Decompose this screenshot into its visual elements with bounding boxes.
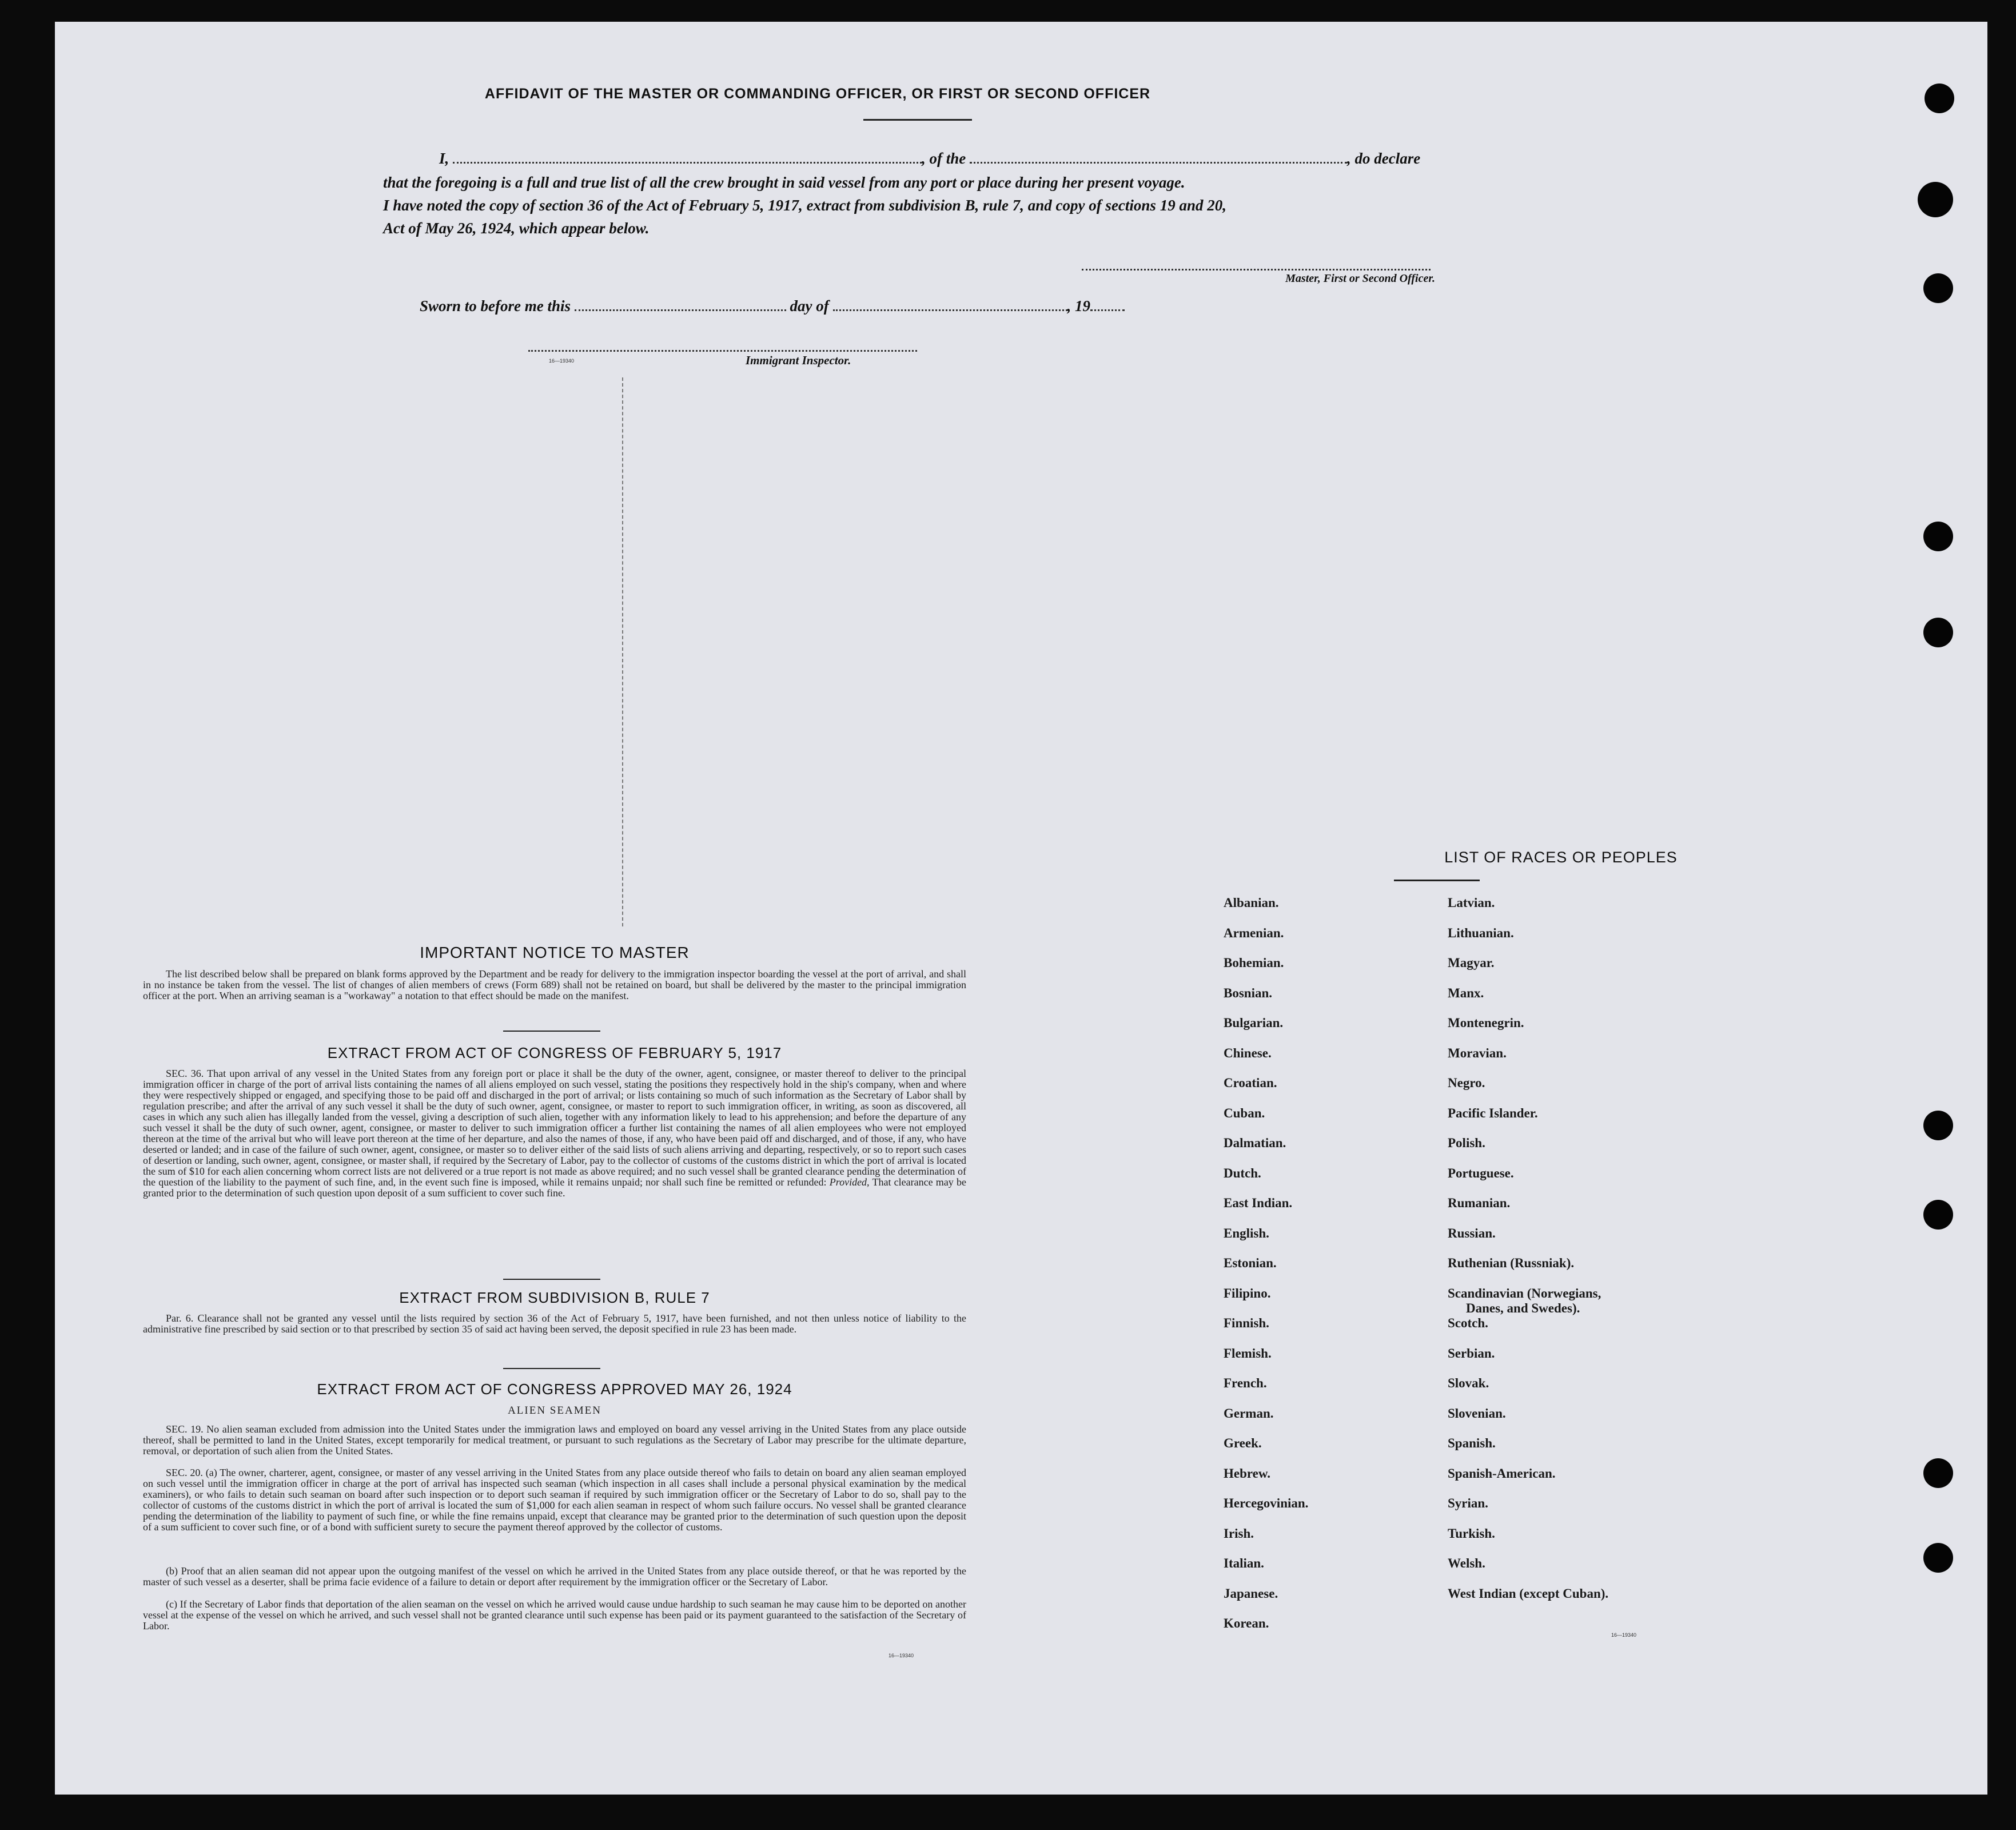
- punch-hole: [1923, 522, 1953, 551]
- race-item: [1448, 1046, 1745, 1076]
- race-item: [1448, 1376, 1745, 1406]
- race-label: Montenegrin.: [1448, 1016, 1524, 1030]
- inspector-signature-field[interactable]: [528, 347, 917, 352]
- race-label: Dalmatian.: [1224, 1136, 1286, 1150]
- races-title-underline: [1394, 880, 1480, 881]
- punch-hole: [1923, 273, 1953, 303]
- race-label: Latvian.: [1448, 896, 1495, 910]
- race-label: Welsh.: [1448, 1556, 1485, 1570]
- proviso-text: That clearance may be granted prior to the determination of such question upon deposit of a sum sufficient to cover such fine.: [143, 1176, 966, 1199]
- race-label: Ruthenian (Russniak).: [1448, 1256, 1575, 1270]
- race-item: [1448, 956, 1745, 986]
- race-item: [1224, 1496, 1429, 1526]
- race-label: West Indian (except Cuban).: [1448, 1586, 1609, 1601]
- race-label: Spanish-American.: [1448, 1466, 1556, 1481]
- proviso-italic: Provided,: [829, 1176, 870, 1188]
- race-label: Negro.: [1448, 1076, 1485, 1090]
- race-label: German.: [1224, 1406, 1274, 1421]
- race-label: Portuguese.: [1448, 1165, 1514, 1180]
- race-item: [1224, 1286, 1429, 1316]
- extract-1924-sec19: SEC. 19. No alien seaman excluded from admission into the United States under the immigration laws and employed on board any vessel arriving in the United States from any place outside thereof, shall be permitted to land in the United States, except temporarily for medical treatment, or pursuant to such regulations as the Secretary of Labor may prescribe for the ultimate departure, removal, or deportation of such alien from the United States.: [143, 1423, 966, 1457]
- year-label: , 19: [1067, 297, 1091, 315]
- title-underline: [863, 119, 972, 121]
- race-item: [1224, 1586, 1429, 1617]
- section-divider: [503, 1031, 600, 1032]
- sworn-year-field[interactable]: [1090, 306, 1125, 311]
- race-label: Cuban.: [1224, 1105, 1265, 1120]
- race-item: [1224, 1616, 1429, 1646]
- race-label: Moravian.: [1448, 1045, 1507, 1060]
- extract-1917-text: [143, 1068, 966, 1199]
- race-label: Armenian.: [1224, 925, 1284, 940]
- race-item: [1224, 1376, 1429, 1406]
- race-item: [1224, 1196, 1429, 1226]
- fold-line: [622, 377, 623, 926]
- race-item: [1224, 956, 1429, 986]
- race-item: [1224, 1526, 1429, 1557]
- section-divider: [503, 1279, 600, 1280]
- sworn-day-field[interactable]: [575, 306, 786, 311]
- race-label: Syrian.: [1448, 1496, 1488, 1510]
- race-label: Korean.: [1224, 1616, 1269, 1630]
- section-divider: [503, 1368, 600, 1369]
- race-item: [1224, 1436, 1429, 1466]
- extract-form-number: 16—19340: [889, 1653, 914, 1658]
- race-label: Bosnian.: [1224, 985, 1273, 1000]
- race-item: [1448, 1106, 1745, 1136]
- race-item: [1224, 1466, 1429, 1497]
- race-item: [1448, 1436, 1745, 1466]
- extract-1924-title: EXTRACT FROM ACT OF CONGRESS APPROVED MAY 26, 1924: [317, 1381, 792, 1398]
- affidavit-line-3: I have noted the copy of section 36 of the Act of February 5, 1917, extract from subdivision B, rule 7, and copy of sections 19 and 20,: [383, 197, 1226, 214]
- extract-1917-title: EXTRACT FROM ACT OF CONGRESS OF FEBRUARY 5, 1917: [327, 1044, 782, 1061]
- race-item: [1224, 896, 1429, 926]
- race-item: [1448, 1076, 1745, 1106]
- race-label: Japanese.: [1224, 1586, 1278, 1601]
- race-item: [1448, 1526, 1745, 1557]
- notice-text: The list described below shall be prepared on blank forms approved by the Department and be ready for delivery to the immigration inspector boarding the vessel at the port of arrival, and shall in no instance be taken from the vessel. The list of changes of alien members of crews (Form 689) shall not be retained on board, but shall be delivered by the master to the principal immigration officer at the port. When an arriving seaman is a "workaway" a notation to that effect should be made on the manifest.: [143, 968, 966, 1001]
- race-item: [1224, 1316, 1429, 1346]
- race-item: [1448, 1196, 1745, 1226]
- race-item: [1448, 1166, 1745, 1196]
- race-label: Italian.: [1224, 1556, 1264, 1570]
- races-title: LIST OF RACES OR PEOPLES: [1444, 849, 1678, 866]
- race-label: Chinese.: [1224, 1045, 1272, 1060]
- race-label: Finnish.: [1224, 1316, 1269, 1330]
- signature-field[interactable]: [1082, 265, 1431, 270]
- race-item: [1448, 1316, 1745, 1346]
- affidavit-line-4: Act of May 26, 1924, which appear below.: [383, 220, 650, 237]
- race-item: [1448, 1016, 1745, 1046]
- punch-hole: [1923, 1543, 1953, 1573]
- races-column-2: [1448, 896, 1745, 1616]
- race-item: [1224, 1406, 1429, 1437]
- race-item: [1224, 1346, 1429, 1377]
- affidavit-do-declare: , do declare: [1347, 150, 1421, 167]
- race-label: Manx.: [1448, 985, 1484, 1000]
- extract-1924-sec20a: SEC. 20. (a) The owner, charterer, agent, consignee, or master of any vessel arriving in the United States from any place outside thereof who fails to detain on board any alien seaman employed on such vessel until the immigration officer in charge at the port of arrival has inspected such seaman (which inspection in all cases shall include a personal physical examination by the medical examiners), or who fails to detain such seaman on board after such inspection or to deport such seaman if required by such immigration officer or the Secretary of Labor to do so, shall pay to the collector of customs of the customs district in which the port of arrival is located the sum of $1,000 for each alien seaman in respect of whom such failure occurs. No vessel shall be granted clearance pending the determination of the liability to payment of such fine, or while the fine remains unpaid, except that clearance may be granted prior to the determination of such question upon the deposit of a sum sufficient to cover such fine, or of a bond with sufficient surety to secure the payment thereof approved by the collector of customs.: [143, 1467, 966, 1533]
- punch-hole: [1923, 618, 1953, 647]
- race-item: [1448, 896, 1745, 926]
- race-item: [1224, 1226, 1429, 1256]
- extract-1924-sec20b: (b) Proof that an alien seaman did not appear upon the outgoing manifest of the vessel on which he arrived in the United States from any place outside thereof, or that he was reported by the master of such vessel as a deserter, shall be prima facie evidence of a failure to detain or deport after requirement by the immigration officer or the Secretary of Labor.: [143, 1565, 966, 1588]
- race-item: [1448, 1466, 1745, 1497]
- alien-seamen-subtitle: ALIEN SEAMEN: [508, 1405, 601, 1417]
- race-label: Polish.: [1448, 1136, 1485, 1150]
- punch-hole: [1923, 1200, 1953, 1230]
- affidavit-form-number: 16—19340: [549, 358, 575, 364]
- race-label: East Indian.: [1224, 1196, 1293, 1210]
- race-item: [1448, 1256, 1745, 1286]
- races-form-number: 16—19340: [1611, 1632, 1637, 1638]
- race-label: Scotch.: [1448, 1316, 1488, 1330]
- punch-hole: [1923, 1111, 1953, 1140]
- race-item: [1224, 1136, 1429, 1166]
- race-item: [1448, 1136, 1745, 1166]
- race-label: Magyar.: [1448, 956, 1495, 970]
- race-label: Slovenian.: [1448, 1406, 1506, 1421]
- race-label: Spanish.: [1448, 1436, 1496, 1450]
- race-label: Croatian.: [1224, 1076, 1277, 1090]
- race-label: Turkish.: [1448, 1526, 1495, 1541]
- affidavit-title: AFFIDAVIT OF THE MASTER OR COMMANDING OFFICER, OR FIRST OR SECOND OFFICER: [484, 86, 1151, 102]
- punch-hole: [1918, 182, 1953, 217]
- race-label: Hebrew.: [1224, 1466, 1270, 1481]
- punch-hole: [1925, 83, 1954, 113]
- affidavit-line-1: [439, 150, 1457, 168]
- notice-title: IMPORTANT NOTICE TO MASTER: [420, 944, 690, 961]
- race-item: [1448, 1346, 1745, 1377]
- extract-rule7-text: Par. 6. Clearance shall not be granted any vessel until the lists required by section 36 of the Act of February 5, 1917, have been furnished, and not then unless notice of liability to the administrative fine prescribed by said section or to that prescribed by section 35 of said act having been served, the deposit specified in rule 23 has been made.: [143, 1312, 966, 1335]
- race-label: Greek.: [1224, 1436, 1262, 1450]
- race-label: Slovak.: [1448, 1376, 1489, 1390]
- race-item: [1224, 1046, 1429, 1076]
- sworn-line: [420, 297, 1220, 315]
- race-item: [1448, 1586, 1745, 1617]
- race-label: Dutch.: [1224, 1165, 1261, 1180]
- sworn-label: Sworn to before me this: [420, 297, 571, 315]
- extract-1924-sec20c: (c) If the Secretary of Labor finds that deportation of the alien seaman on the vessel on which he arrived would cause undue hardship to such seaman he may cause him to be deported on another vessel at the expense of the vessel on which he arrived, and such vessel shall not be granted clearance until such expense has been paid or its payment guaranteed to the satisfaction of the Secretary of Labor.: [143, 1598, 966, 1632]
- race-item: [1448, 1226, 1745, 1256]
- race-item: [1224, 926, 1429, 956]
- race-item: [1448, 1286, 1745, 1316]
- race-label-continued: Danes, and Swedes).: [1466, 1300, 1580, 1315]
- race-label: Bulgarian.: [1224, 1016, 1284, 1030]
- extract-rule7-title: EXTRACT FROM SUBDIVISION B, RULE 7: [399, 1289, 710, 1306]
- races-column-1: [1224, 896, 1429, 1646]
- race-label: Lithuanian.: [1448, 925, 1514, 940]
- race-label: English.: [1224, 1226, 1269, 1240]
- race-label: Hercegovinian.: [1224, 1496, 1309, 1510]
- race-label: Scandinavian (Norwegians,: [1448, 1286, 1601, 1300]
- affidavit-i: I,: [439, 150, 449, 167]
- race-item: [1224, 1016, 1429, 1046]
- inspector-label: Immigrant Inspector.: [746, 353, 851, 367]
- race-label: Russian.: [1448, 1226, 1496, 1240]
- race-item: [1224, 1076, 1429, 1106]
- race-item: [1448, 986, 1745, 1016]
- race-item: [1448, 1556, 1745, 1586]
- race-label: Estonian.: [1224, 1256, 1277, 1270]
- race-label: Filipino.: [1224, 1286, 1271, 1300]
- sec36-text: SEC. 36. That upon arrival of any vessel in the United States from any foreign port or place it shall be the duty of the owner, agent, consignee, or master thereof to deliver to the principal immigration officer in charge of the port of arrival lists containing the names of all aliens employed on such vessel, stating the positions they respectively hold in the ship's company, when and where they were respectively shipped or engaged, and specifying those to be paid off and discharged in the port of arrival; or lists containing so much of such information as the Secretary of Labor shall by regulation prescribe; and after the arrival of any such vessel it shall be the duty of such owner, agent, consignee, or master to report to such immigration officer, in writing, as soon as discovered, all cases in which any such alien has illegally landed from the vessel, giving a description of such alien, together with any information likely to lead to his apprehension; and before the departure of any such vessel it shall be the duty of such owner, agent, consignee, or master to deliver to such immigration officer a further list containing the names of all alien employees who were not employed thereon at the time of the arrival but who will leave port thereon at the time of her departure, and also the names of those, if any, who have been paid off and discharged, and of those, if any, who have deserted or landed; and in case of the failure of such owner, agent, consignee, or master so to deliver either of the said lists of such aliens arriving and departing, respectively, or so to report such cases of desertion or landing, such owner, agent, consignee, or master shall, if required by the Secretary of Labor, pay to the collector of customs of the customs district in which the port of arrival is located the sum of $10 for each alien concerning whom correct lists are not delivered or a true report is not made as above required; and no such vessel shall be granted clearance pending the determination of the question of the liability to the payment of such fine, and, in the event such fine is imposed, while it remains unpaid; nor shall such fine be remitted or refunded:: [143, 1068, 966, 1188]
- vessel-field[interactable]: [970, 158, 1347, 164]
- race-label: Flemish.: [1224, 1346, 1272, 1360]
- race-item: [1224, 1166, 1429, 1196]
- race-item: [1224, 1256, 1429, 1286]
- race-label: Albanian.: [1224, 896, 1279, 910]
- affidavit-of-the: , of the: [922, 150, 966, 167]
- race-item: [1448, 1406, 1745, 1437]
- race-item: [1224, 1556, 1429, 1586]
- name-field[interactable]: [453, 158, 922, 164]
- race-label: Pacific Islander.: [1448, 1105, 1538, 1120]
- signature-label: Master, First or Second Officer.: [1285, 272, 1435, 285]
- day-of-label: day of: [790, 297, 829, 315]
- race-label: French.: [1224, 1376, 1267, 1390]
- race-label: Rumanian.: [1448, 1196, 1511, 1210]
- race-label: Bohemian.: [1224, 956, 1284, 970]
- race-item: [1448, 926, 1745, 956]
- race-label: Serbian.: [1448, 1346, 1495, 1360]
- affidavit-line-2: that the foregoing is a full and true list of all the crew brought in said vessel from any port or place during her present voyage.: [383, 174, 1185, 191]
- race-item: [1224, 986, 1429, 1016]
- sworn-month-field[interactable]: [833, 306, 1067, 311]
- race-item: [1448, 1496, 1745, 1526]
- race-label: Irish.: [1224, 1526, 1254, 1541]
- punch-hole: [1923, 1458, 1953, 1488]
- race-item: [1224, 1106, 1429, 1136]
